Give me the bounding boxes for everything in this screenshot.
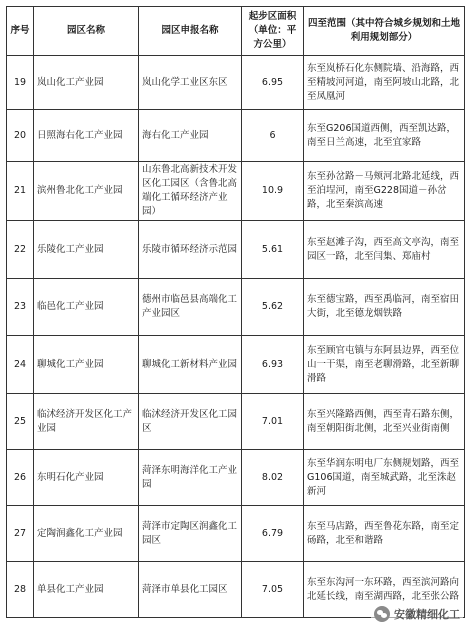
park-area: 7.01 xyxy=(242,394,304,450)
park-apply-name: 乐陵市循环经济示范园 xyxy=(139,221,242,279)
park-apply-name: 聊城化工新材料产业园 xyxy=(139,336,242,394)
table-row xyxy=(7,56,465,110)
park-apply-name: 山东鲁北高新技术开发区化工园区（含鲁北高端化工循环经济产业园） xyxy=(139,162,242,221)
park-boundary: 东至顾官屯镇与东阿县边界，西至位山一干渠，南至老聊滑路，北至新聊滑路 xyxy=(304,336,465,394)
park-apply-name: 菏泽东明海洋化工产业园 xyxy=(139,450,242,506)
park-name: 聊城化工产业园 xyxy=(34,336,139,394)
park-name: 定陶润鑫化工产业园 xyxy=(34,506,139,562)
header-row xyxy=(7,7,465,56)
row-index: 22 xyxy=(7,221,34,279)
header-name: 园区名称 xyxy=(34,7,139,56)
table-row xyxy=(7,450,465,506)
park-name: 临沭经济开发区化工产业园 xyxy=(34,394,139,450)
row-index: 25 xyxy=(7,394,34,450)
park-boundary: 东至马店路，西至鲁花东路，南至定砀路，北至和谐路 xyxy=(304,506,465,562)
park-boundary: 东至华润东明电厂东侧规划路，西至G106国道，南至城武路，北至洙赵新河 xyxy=(304,450,465,506)
park-name: 滨州鲁北化工产业园 xyxy=(34,162,139,221)
park-area: 8.02 xyxy=(242,450,304,506)
table-row xyxy=(7,336,465,394)
park-boundary: 东至德宝路，西至禹临河，南至宿田大街，北至德龙烟铁路 xyxy=(304,279,465,336)
row-index: 26 xyxy=(7,450,34,506)
table-row xyxy=(7,110,465,162)
park-name: 临邑化工产业园 xyxy=(34,279,139,336)
park-apply-name: 菏泽市单县化工园区 xyxy=(139,562,242,618)
park-name: 乐陵化工产业园 xyxy=(34,221,139,279)
park-boundary: 东至赵滩子沟，西至高文亭沟，南至园区一路，北至闫集、郑庙村 xyxy=(304,221,465,279)
row-index: 20 xyxy=(7,110,34,162)
table-body xyxy=(7,56,465,618)
table-header xyxy=(7,7,465,56)
park-boundary: 东至孙岔路－马颊河北路北延线，西至泊埕河，南至G228国道－孙岔路，北至秦滨高速 xyxy=(304,162,465,221)
header-index: 序号 xyxy=(7,7,34,56)
park-name: 东明石化产业园 xyxy=(34,450,139,506)
park-name: 日照海右化工产业园 xyxy=(34,110,139,162)
header-area: 起步区面积（单位：平方公里） xyxy=(242,7,304,56)
header-apply-name: 园区申报名称 xyxy=(139,7,242,56)
table-row xyxy=(7,506,465,562)
park-name: 岚山化工产业园 xyxy=(34,56,139,110)
park-area: 7.05 xyxy=(242,562,304,618)
park-name: 单县化工产业园 xyxy=(34,562,139,618)
park-area: 6.93 xyxy=(242,336,304,394)
park-area: 6.79 xyxy=(242,506,304,562)
row-index: 19 xyxy=(7,56,34,110)
park-boundary: 东至东沟河一东环路，西至滨河路向北延长线，南至湖西路，北至张公路 xyxy=(304,562,465,618)
park-area: 5.61 xyxy=(242,221,304,279)
row-index: 28 xyxy=(7,562,34,618)
watermark-text: 安徽精细化工 xyxy=(394,608,460,621)
row-index: 23 xyxy=(7,279,34,336)
table-row xyxy=(7,279,465,336)
row-index: 27 xyxy=(7,506,34,562)
table-row xyxy=(7,394,465,450)
park-area: 6.95 xyxy=(242,56,304,110)
row-index: 24 xyxy=(7,336,34,394)
table-row xyxy=(7,162,465,221)
park-area: 6 xyxy=(242,110,304,162)
chemical-park-table xyxy=(6,6,465,618)
header-boundary: 四至范围（其中符合城乡规划和土地利用规划部分） xyxy=(304,7,465,56)
park-boundary: 东至兴隆路西侧，西至青石路东侧，南至朝阳街北侧，北至兴业街南侧 xyxy=(304,394,465,450)
park-apply-name: 菏泽市定陶区润鑫化工园区 xyxy=(139,506,242,562)
park-apply-name: 岚山化学工业区东区 xyxy=(139,56,242,110)
park-boundary: 东至G206国道西侧，西至凯达路，南至日兰高速，北至宜家路 xyxy=(304,110,465,162)
park-area: 10.9 xyxy=(242,162,304,221)
park-boundary: 东至岚桥石化东侧院墙、沿海路，西至精坡河河道，南至阿坡山北路，北至凤凰河 xyxy=(304,56,465,110)
table-row xyxy=(7,221,465,279)
park-apply-name: 海右化工产业园 xyxy=(139,110,242,162)
watermark xyxy=(371,605,463,623)
wechat-icon xyxy=(374,606,390,622)
row-index: 21 xyxy=(7,162,34,221)
park-apply-name: 德州市临邑县高端化工产业园区 xyxy=(139,279,242,336)
park-area: 5.62 xyxy=(242,279,304,336)
park-apply-name: 临沭经济开发区化工园区 xyxy=(139,394,242,450)
